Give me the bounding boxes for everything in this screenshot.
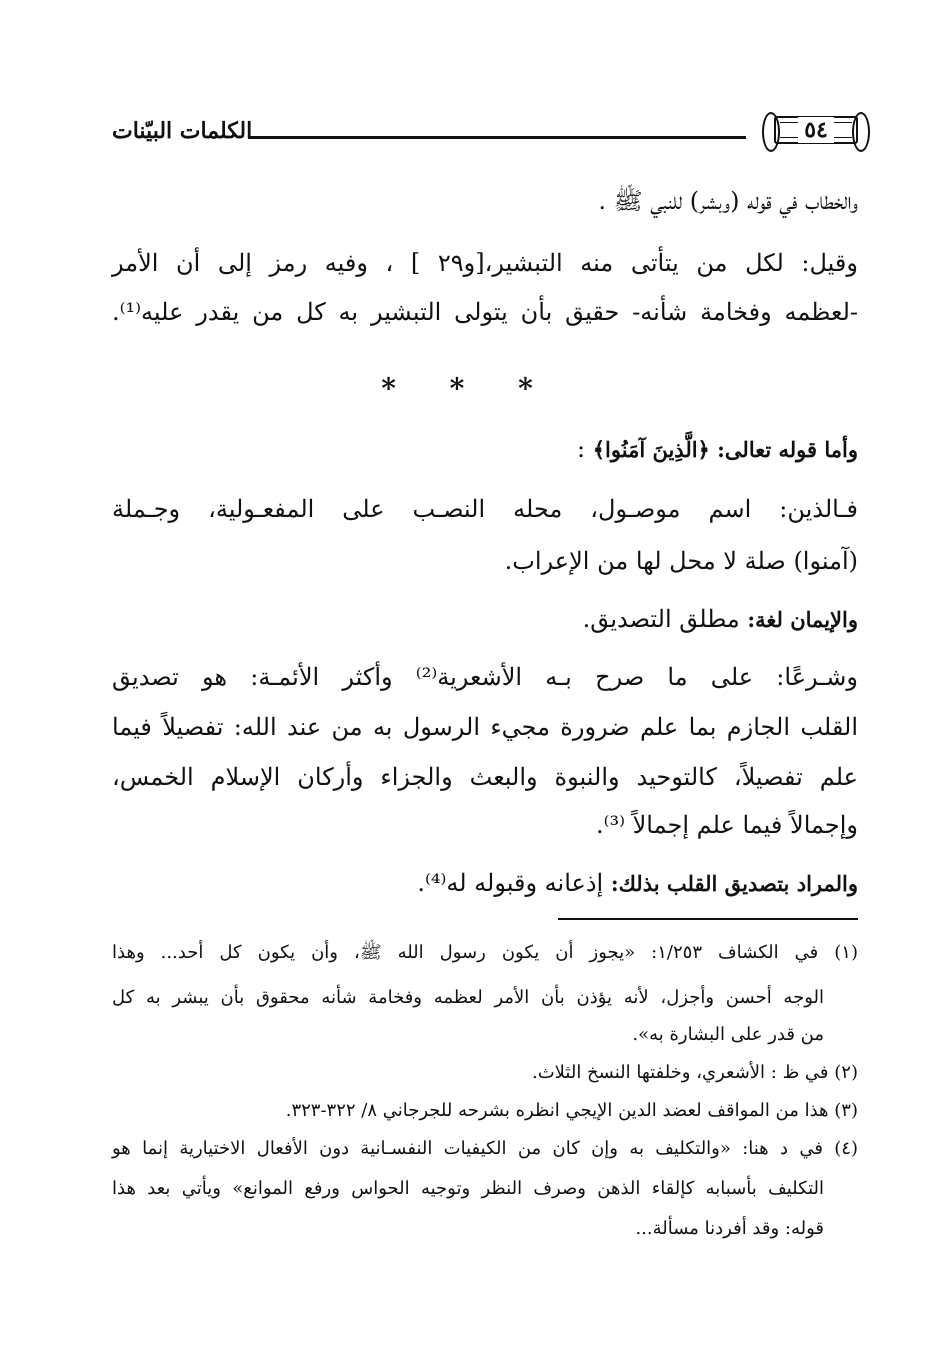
footnote-2: (٢) في ظ : الأشعري، وخلفتها النسخ الثلاث. bbox=[532, 1062, 858, 1083]
body-line-1: والخطاب في قوله (وبشر) للنبي ﷺ . bbox=[598, 187, 858, 215]
tasdiq-rest: إذعانه وقبوله له⁽⁴⁾. bbox=[417, 869, 611, 897]
iman-rest: مطلق التصديق. bbox=[582, 605, 748, 633]
body-line-5: فـالذين: اسم موصـول، محله النصـب على المفعـولية، وجـملة bbox=[112, 495, 858, 523]
body-line-2: وقيل: لكل من يتأتى منه التبشير،[و٢٩ ] ، وفيه رمز إلى أن الأمر bbox=[112, 249, 858, 277]
header-rule bbox=[248, 136, 746, 139]
body-line-10: علم تفصيلاً، كالتوحيد والنبوة والبعث والجزاء وأركان الإسلام الخمس، bbox=[112, 763, 858, 791]
ornament-scroll-right bbox=[852, 112, 870, 152]
heading-lead: وأما قوله تعالى: ﴿الَّذِينَ آمَنُوا﴾ bbox=[592, 437, 858, 462]
footnote-4-line-3: قوله: وقد أفردنا مسألة... bbox=[635, 1218, 824, 1239]
body-line-11: وإجمالاً فيما علم إجمالاً ⁽³⁾. bbox=[595, 811, 858, 839]
heading-rest: : bbox=[577, 435, 593, 463]
iman-definition-line bbox=[583, 602, 858, 637]
iman-lead: والإيمان لغة: bbox=[747, 607, 858, 632]
footnote-1-line-3: من قدر على البشارة به». bbox=[632, 1024, 824, 1045]
footnote-4-line-2: التكليف بأسبابه كإلقاء الذهن وصرف النظر وتوجيه الحواس ورفع الموانع» ويأتي بعد هذا bbox=[112, 1178, 824, 1199]
heading-quran-phrase bbox=[577, 432, 858, 467]
page-number-ornament bbox=[762, 110, 870, 150]
running-header bbox=[112, 110, 870, 152]
body-line-6: (آمنوا) صلة لا محل لها من الإعراب. bbox=[504, 547, 858, 575]
footnote-3: (٣) هذا من المواقف لعضد الدين الإيجي انظره بشرحه للجرجاني ٨/ ٣٢٢-٣٢٣. bbox=[285, 1100, 858, 1121]
body-line-8: وشـرعًا: على ما صرح بـه الأشعرية⁽²⁾ وأكثر الأئمـة: هو تصديق bbox=[112, 663, 858, 691]
body-line-9: القلب الجازم بما علم ضرورة مجيء الرسول به من عند الله: تفصيلاً فيما bbox=[112, 713, 858, 741]
footnote-1-line-1: (١) في الكشاف ١/٢٥٣: «يجوز أن يكون رسول الله ﷺ، وأن يكون كل أحد... وهذا bbox=[112, 942, 858, 963]
page-number: ٥٤ bbox=[798, 117, 834, 143]
body-line-3: -لعظمه وفخامة شأنه- حقيق بأن يتولى التبشير به كل من يقدر عليه⁽¹⁾. bbox=[112, 298, 858, 326]
footnote-rule bbox=[558, 918, 858, 920]
section-separator-stars: * * * bbox=[381, 372, 555, 405]
footnote-4-line-1: (٤) في د هنا: «والتكليف به وإن كان من الكيفيات النفسـانية دون الأفعال الاختيارية إنما هو bbox=[112, 1138, 858, 1159]
book-title: الكلمات البيّنات bbox=[112, 118, 253, 144]
footnote-1-line-2: الوجه أحسن وأجزل، لأنه يؤذن بأن الأمر لعظمه وفخامة شأنه محقوق بأن يبشر به كل bbox=[112, 987, 824, 1008]
tasdiq-lead: والمراد بتصديق القلب بذلك: bbox=[610, 871, 858, 896]
tasdiq-line bbox=[417, 866, 858, 901]
